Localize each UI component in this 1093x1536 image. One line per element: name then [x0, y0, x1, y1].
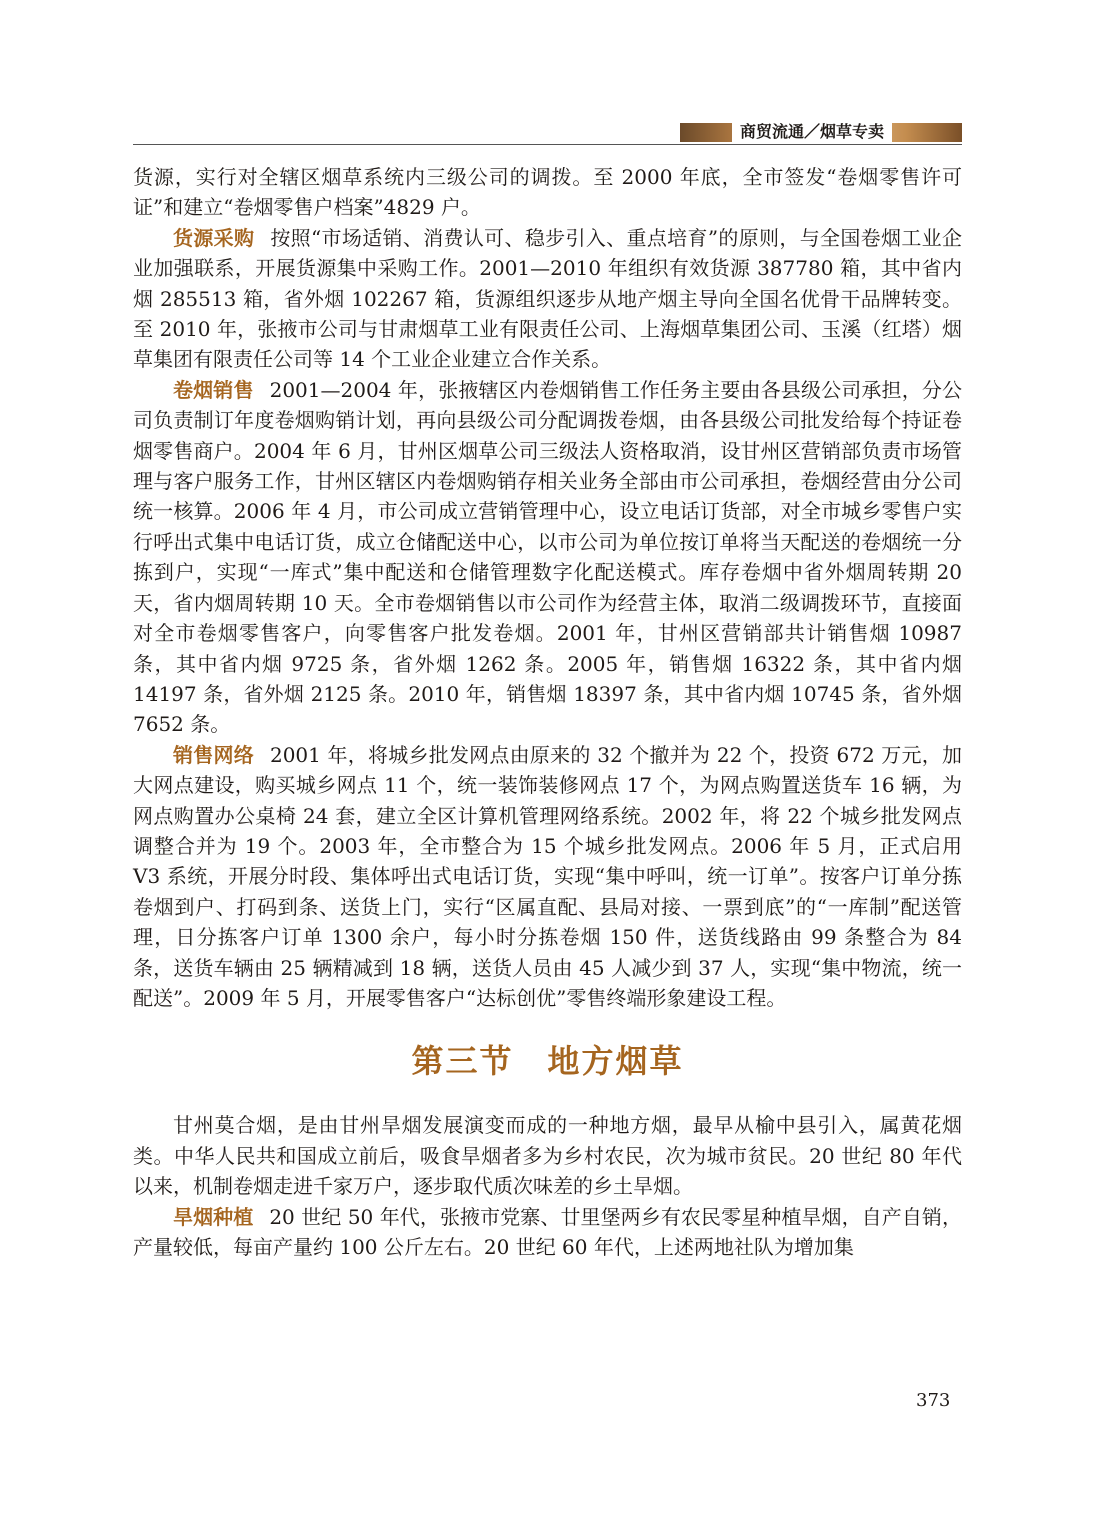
paragraph-text: 20 世纪 50 年代，张掖市党寨、廿里堡两乡有农民零星种植旱烟，自产自销，产量较低，每亩产量约 100 公斤左右。20 世纪 60 年代，上述两地社队为增加集 [133, 1204, 962, 1259]
paragraph-text: 货源，实行对全辖区烟草系统内三级公司的调拨。至 2000 年底，全市签发“卷烟零售许可证”和建立“卷烟零售户档案”4829 户。 [133, 165, 962, 220]
paragraph-sourcing [133, 223, 962, 375]
paragraph-term: 旱烟种植 [173, 1204, 254, 1229]
paragraph-text: 甘州莫合烟，是由甘州旱烟发展演变而成的一种地方烟，最早从榆中县引入，属黄花烟类。中华人民共和国成立前后，吸食旱烟者多为乡村农民，次为城市贫民。20 世纪 80 年代以来，机制卷烟走进千家万户，逐步取代质次味差的乡土旱烟。 [133, 1113, 962, 1199]
paragraph-text: 2001 年，将城乡批发网点由原来的 32 个撤并为 22 个，投资 672 万元，加大网点建设，购买城乡网点 11 个，统一装饰装修网点 17 个，为网点购置送货车 16 辆，为网点购置办公桌椅 24 套，建立全区计算机管理网络系统。2002 年，将 22 个城乡批发网点调整合并为 19 个。2003 年，全市整合为 15 个城乡批发网点。2006 年 5 月，正式启用 V3 系统，开展分时段、集体呼出式电话订货，实现“集中呼叫，统一订单”。按客户订单分拣卷烟到户、打码到条、送货上门，实行“区属直配、县局对接、一票到底”的“一库制”配送管理，日分拣客户订单 1300 余户，每小时分拣卷烟 150 件，送货线路由 99 条整合为 84 条，送货车辆由 25 辆精减到 18 辆，送货人员由 45 人减少到 37 人，实现“集中物流，统一配送”。2009 年 5 月，开展零售客户“达标创优”零售终端形象建设工程。 [133, 742, 962, 1010]
page-body [133, 162, 962, 1262]
paragraph-local-tobacco [133, 1110, 962, 1201]
paragraph-continuation [133, 162, 962, 223]
paragraph-network [133, 740, 962, 1014]
paragraph-term: 销售网络 [173, 742, 254, 767]
paragraph-sales [133, 375, 962, 740]
paragraph-planting [133, 1202, 962, 1263]
section-title: 第三节 地方烟草 [411, 1042, 684, 1081]
paragraph-term: 卷烟销售 [173, 377, 254, 402]
running-header-title: 商贸流通／烟草专卖 [732, 121, 892, 143]
paragraph-text: 按照“市场适销、消费认可、稳步引入、重点培育”的原则，与全国卷烟工业企业加强联系，开展货源集中采购工作。2001—2010 年组织有效货源 387780 箱，其中省内烟 285513 箱，省外烟 102267 箱，货源组织逐步从地产烟主导向全国名优骨干品牌转变。至 2010 年，张掖市公司与甘肃烟草工业有限责任公司、上海烟草集团公司、玉溪（红塔）烟草集团有限责任公司等 14 个工业企业建立合作关系。 [133, 225, 963, 372]
paragraph-term: 货源采购 [173, 225, 255, 250]
page-number: 373 [916, 1390, 951, 1411]
header-rule [133, 144, 962, 145]
paragraph-text: 2001—2004 年，张掖辖区内卷烟销售工作任务主要由各县级公司承担，分公司负责制订年度卷烟购销计划，再向县级公司分配调拨卷烟，由各县级公司批发给每个持证卷烟零售商户。2004 年 6 月，甘州区烟草公司三级法人资格取消，设甘州区营销部负责市场管理与客户服务工作，甘州区辖区内卷烟购销存相关业务全部由市公司承担，卷烟经营由分公司统一核算。2006 年 4 月，市公司成立营销管理中心，设立电话订货部，对全市城乡零售户实行呼出式集中电话订货，成立仓储配送中心，以市公司为单位按订单将当天配送的卷烟统一分拣到户，实现“一库式”集中配送和仓储管理数字化配送模式。库存卷烟中省外烟周转期 20 天，省内烟周转期 10 天。全市卷烟销售以市公司作为经营主体，取消二级调拨环节，直接面对全市卷烟零售客户，向零售客户批发卷烟。2001 年，甘州区营销部共计销售烟 10987 条，其中省内烟 9725 条，省外烟 1262 条。2005 年，销售烟 16322 条，其中省内烟 14197 条，省外烟 2125 条。2010 年，销售烟 18397 条，其中省内烟 10745 条，省外烟 7652 条。 [133, 377, 963, 737]
